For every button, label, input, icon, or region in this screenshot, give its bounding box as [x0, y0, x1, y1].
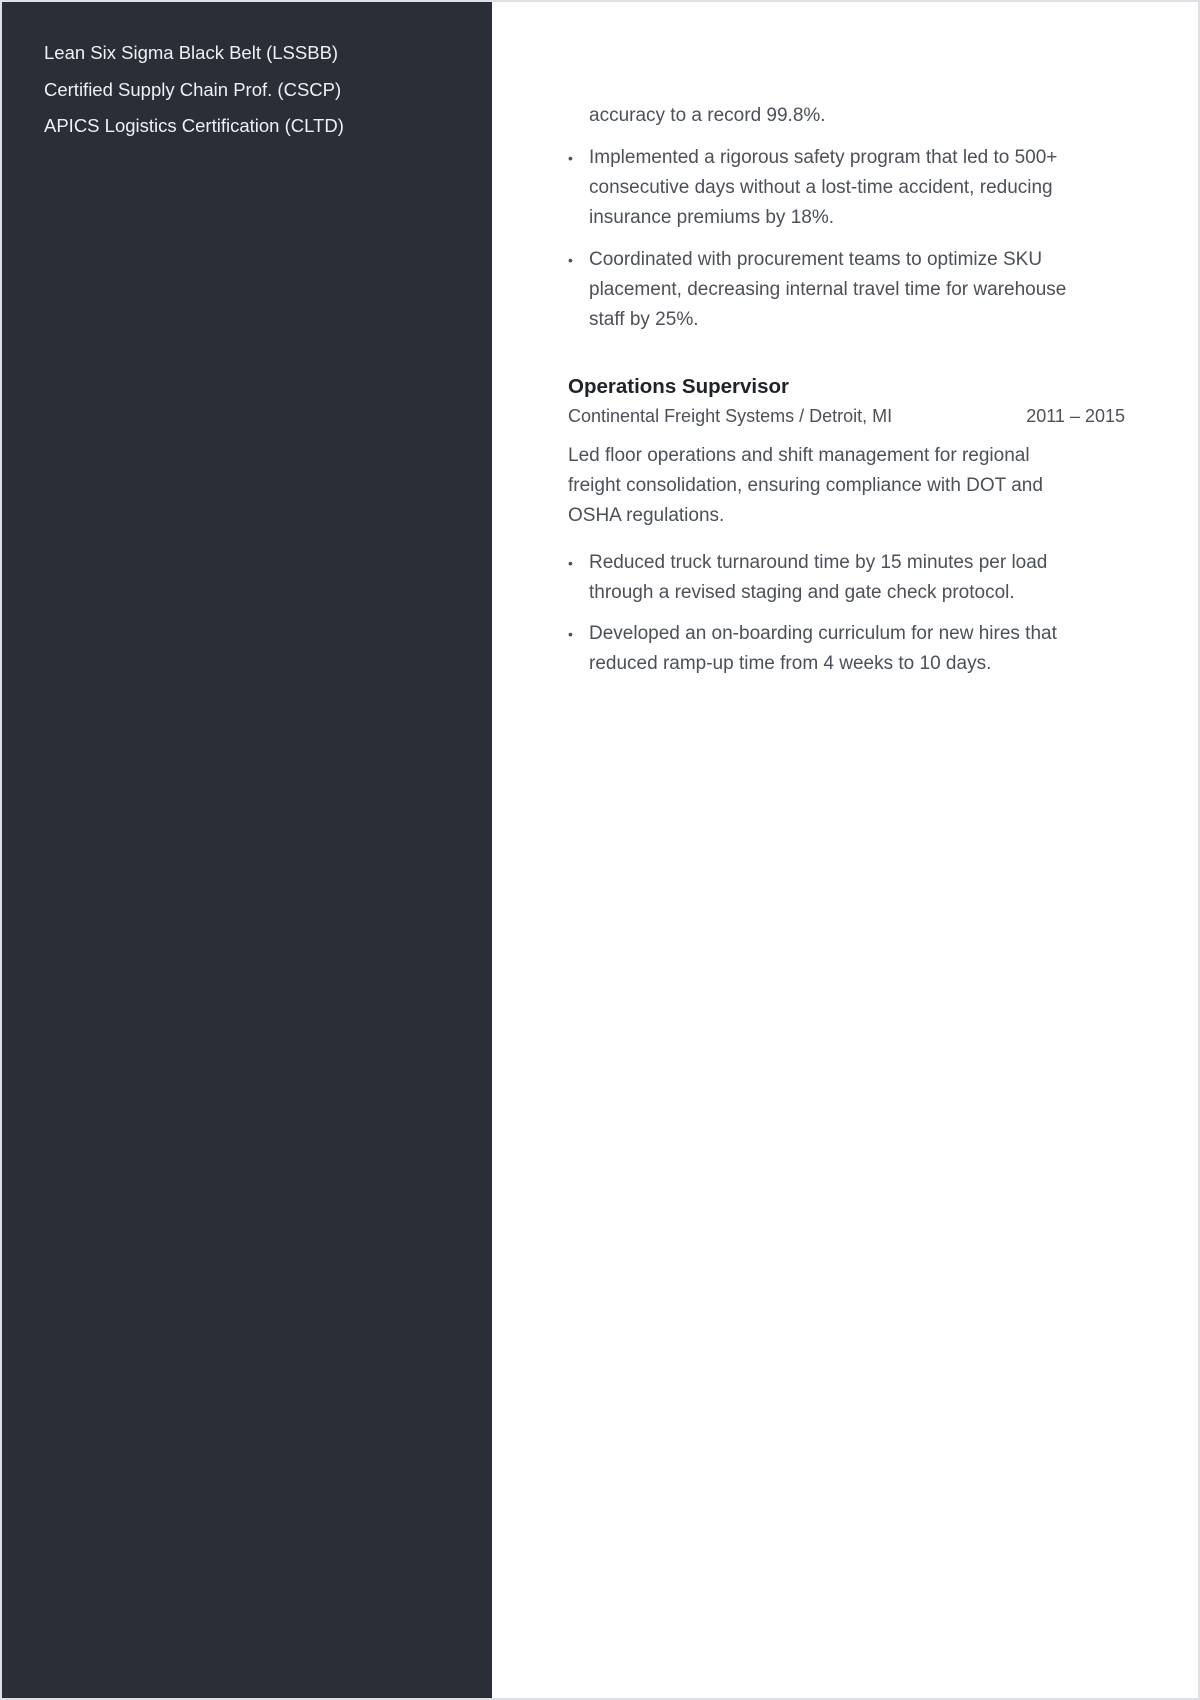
- bullet-dot-icon: •: [568, 150, 573, 166]
- job-dates: 2011 – 2015: [1026, 406, 1125, 426]
- description-line: freight consolidation, ensuring compliance with DOT and: [568, 475, 1043, 496]
- bullet-line: through a revised staging and gate check protocol.: [589, 582, 1015, 603]
- certification-item: Certified Supply Chain Prof. (CSCP): [44, 78, 342, 100]
- job-meta: [568, 404, 1125, 428]
- achievement-bullet: [568, 619, 1149, 679]
- sidebar: [2, 2, 492, 1700]
- description-line: OSHA regulations.: [568, 505, 725, 526]
- bullet-line: reduced ramp-up time from 4 weeks to 10 days.: [589, 653, 992, 674]
- bullet-line: consecutive days without a lost-time accident, reducing: [589, 177, 1053, 198]
- certification-list: [44, 41, 344, 151]
- job-title: Operations Supervisor: [568, 375, 790, 398]
- description-line: Led floor operations and shift management for regional: [568, 445, 1030, 466]
- certification-item: Lean Six Sigma Black Belt (LSSBB): [44, 42, 339, 63]
- bullet-line: insurance premiums by 18%.: [589, 207, 834, 228]
- bullet-dot-icon: •: [568, 626, 573, 642]
- bullet-continuation: [568, 101, 1149, 131]
- achievement-bullet: [568, 548, 1149, 608]
- bullet-dot-icon: •: [568, 252, 573, 268]
- certification-item: APICS Logistics Certification (CLTD): [44, 115, 344, 136]
- bullet-text: accuracy to a record 99.8%.: [589, 105, 826, 126]
- company-location: Continental Freight Systems / Detroit, MI: [568, 406, 893, 426]
- job-description: [568, 441, 1113, 531]
- bullet-line: Coordinated with procurement teams to optimize SKU: [589, 249, 1043, 270]
- achievement-bullet: [568, 143, 1149, 233]
- bullet-line: Implemented a rigorous safety program that led to 500+: [589, 147, 1058, 168]
- achievement-bullet: [568, 245, 1149, 335]
- bullet-line: Reduced truck turnaround time by 15 minutes per load: [589, 552, 1048, 573]
- bullet-line: Developed an on-boarding curriculum for new hires that: [589, 623, 1057, 644]
- bullet-line: placement, decreasing internal travel time for warehouse: [589, 279, 1067, 300]
- bullet-dot-icon: •: [568, 555, 573, 571]
- bullet-line: staff by 25%.: [589, 309, 699, 330]
